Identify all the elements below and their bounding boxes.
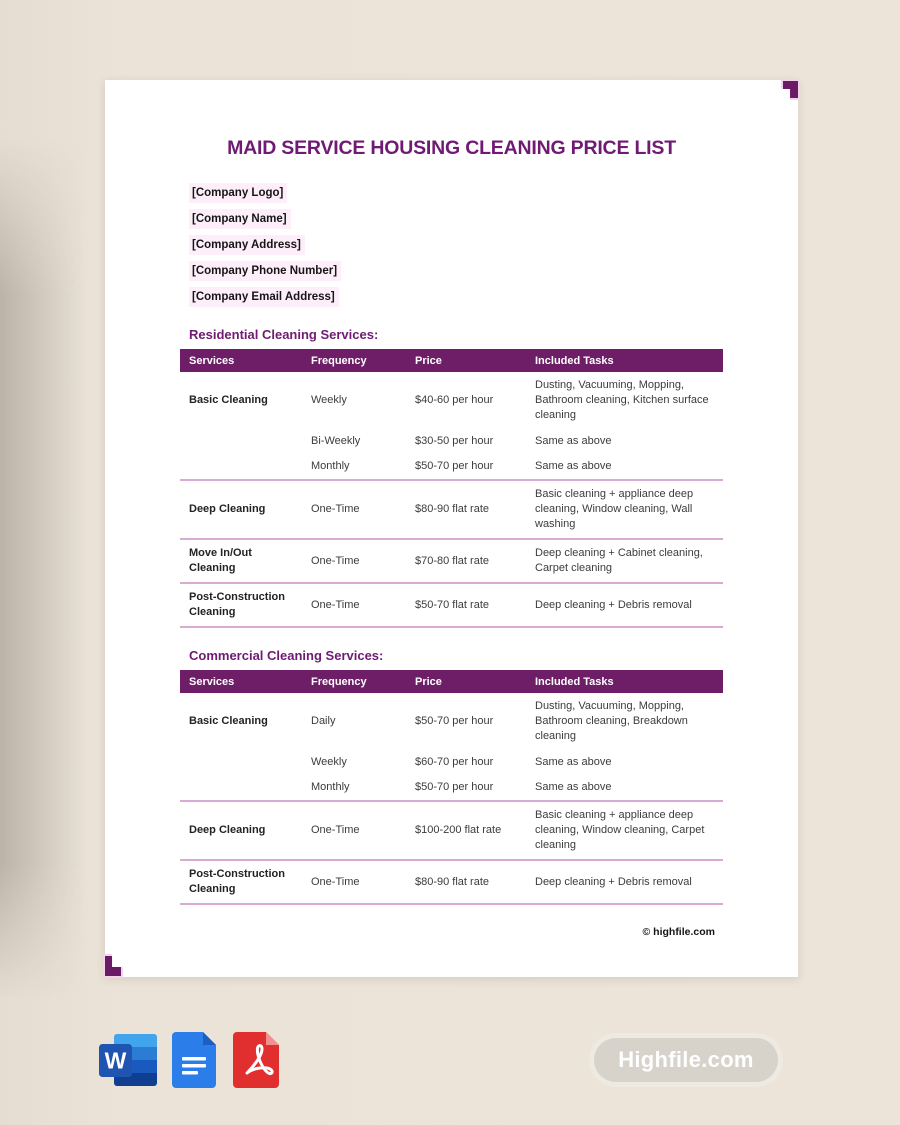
cell-frequency: Bi-Weekly <box>311 435 361 447</box>
placeholder-line <box>189 261 723 281</box>
company-name-placeholder: [Company Name] <box>189 209 291 229</box>
company-placeholders <box>189 183 723 307</box>
cell-price: $50-70 flat rate <box>415 598 489 611</box>
cell-service: Deep Cleaning <box>189 824 266 836</box>
column-header-price: Price <box>415 675 442 688</box>
corner-ornament-top-right <box>783 81 798 98</box>
cell-frequency: Weekly <box>311 756 347 768</box>
residential-price-table <box>180 349 723 628</box>
word-letter: W <box>104 1047 127 1074</box>
page-edge-shadow <box>0 140 95 1000</box>
company-address-placeholder: [Company Address] <box>189 235 305 255</box>
cell-price: $40-60 per hour <box>415 394 494 406</box>
table-row <box>180 429 723 454</box>
table-row <box>180 693 723 750</box>
cell-service: Post-Construction Cleaning <box>189 591 285 618</box>
document-page <box>105 80 798 977</box>
cell-frequency: One-Time <box>311 554 360 567</box>
cell-tasks: Same as above <box>535 781 612 793</box>
placeholder-line <box>189 209 723 229</box>
cell-price: $50-70 per hour <box>415 460 494 472</box>
cell-tasks: Dusting, Vacuuming, Mopping, Bathroom cleaning, Kitchen surface cleaning <box>535 379 709 421</box>
table-header-row <box>180 349 723 372</box>
document-content <box>180 80 723 977</box>
cell-tasks: Basic cleaning + appliance deep cleaning, Window cleaning, Wall washing <box>535 488 694 530</box>
section-heading-residential: Residential Cleaning Services: <box>189 327 379 342</box>
cell-frequency: Monthly <box>311 781 350 793</box>
cell-frequency: One-Time <box>311 503 360 515</box>
cell-frequency: One-Time <box>311 824 360 836</box>
cell-price: $30-50 per hour <box>415 435 494 447</box>
table-header-row <box>180 670 723 693</box>
table-row <box>180 540 723 584</box>
cell-tasks: Same as above <box>535 756 612 768</box>
column-header-services: Services <box>189 675 235 688</box>
company-email-placeholder: [Company Email Address] <box>189 287 339 307</box>
ms-word-icon[interactable] <box>99 1034 157 1086</box>
cell-price: $60-70 per hour <box>415 756 494 768</box>
column-header-frequency: Frequency <box>311 354 367 367</box>
table-row <box>180 481 723 540</box>
cell-service: Post-Construction Cleaning <box>189 868 285 895</box>
table-row <box>180 861 723 905</box>
page-title: MAID SERVICE HOUSING CLEANING PRICE LIST <box>227 137 676 159</box>
commercial-price-table <box>180 670 723 905</box>
google-docs-icon[interactable] <box>172 1032 216 1088</box>
cell-frequency: Daily <box>311 715 336 727</box>
cell-tasks: Same as above <box>535 460 612 472</box>
table-row <box>180 584 723 628</box>
table-row <box>180 372 723 429</box>
company-logo-placeholder: [Company Logo] <box>189 183 287 203</box>
cell-price: $70-80 flat rate <box>415 554 489 567</box>
cell-price: $100-200 flat rate <box>415 824 502 836</box>
column-header-included-tasks: Included Tasks <box>535 675 614 688</box>
cell-tasks: Dusting, Vacuuming, Mopping, Bathroom cleaning, Breakdown cleaning <box>535 700 688 742</box>
placeholder-line <box>189 183 723 203</box>
highfile-badge[interactable]: Highfile.com <box>594 1038 778 1082</box>
cell-service: Basic Cleaning <box>189 394 268 406</box>
placeholder-line <box>189 235 723 255</box>
cell-frequency: Weekly <box>311 394 347 406</box>
corner-ornament-bottom-left <box>105 956 121 976</box>
pdf-icon[interactable] <box>233 1032 279 1088</box>
cell-frequency: One-Time <box>311 598 360 611</box>
table-row <box>180 750 723 775</box>
column-header-included-tasks: Included Tasks <box>535 354 614 367</box>
copyright-text: © highfile.com <box>642 926 715 938</box>
cell-tasks: Basic cleaning + appliance deep cleaning, Window cleaning, Carpet cleaning <box>535 809 705 851</box>
cell-price: $80-90 flat rate <box>415 503 489 515</box>
cell-price: $50-70 per hour <box>415 715 494 727</box>
table-row <box>180 454 723 481</box>
section-heading-commercial: Commercial Cleaning Services: <box>189 648 384 663</box>
column-header-frequency: Frequency <box>311 675 367 688</box>
placeholder-line <box>189 287 723 307</box>
column-header-price: Price <box>415 354 442 367</box>
cell-tasks: Deep cleaning + Debris removal <box>535 875 692 888</box>
company-phone-placeholder: [Company Phone Number] <box>189 261 341 281</box>
table-row <box>180 802 723 861</box>
cell-price: $80-90 flat rate <box>415 875 489 888</box>
cell-tasks: Same as above <box>535 435 612 447</box>
cell-service: Move In/Out Cleaning <box>189 547 252 574</box>
cell-service: Deep Cleaning <box>189 503 266 515</box>
cell-service: Basic Cleaning <box>189 715 268 727</box>
cell-frequency: One-Time <box>311 875 360 888</box>
cell-tasks: Deep cleaning + Debris removal <box>535 598 692 611</box>
table-row <box>180 775 723 802</box>
column-header-services: Services <box>189 354 235 367</box>
cell-price: $50-70 per hour <box>415 781 494 793</box>
cell-frequency: Monthly <box>311 460 350 472</box>
cell-tasks: Deep cleaning + Cabinet cleaning, Carpet cleaning <box>535 547 703 574</box>
